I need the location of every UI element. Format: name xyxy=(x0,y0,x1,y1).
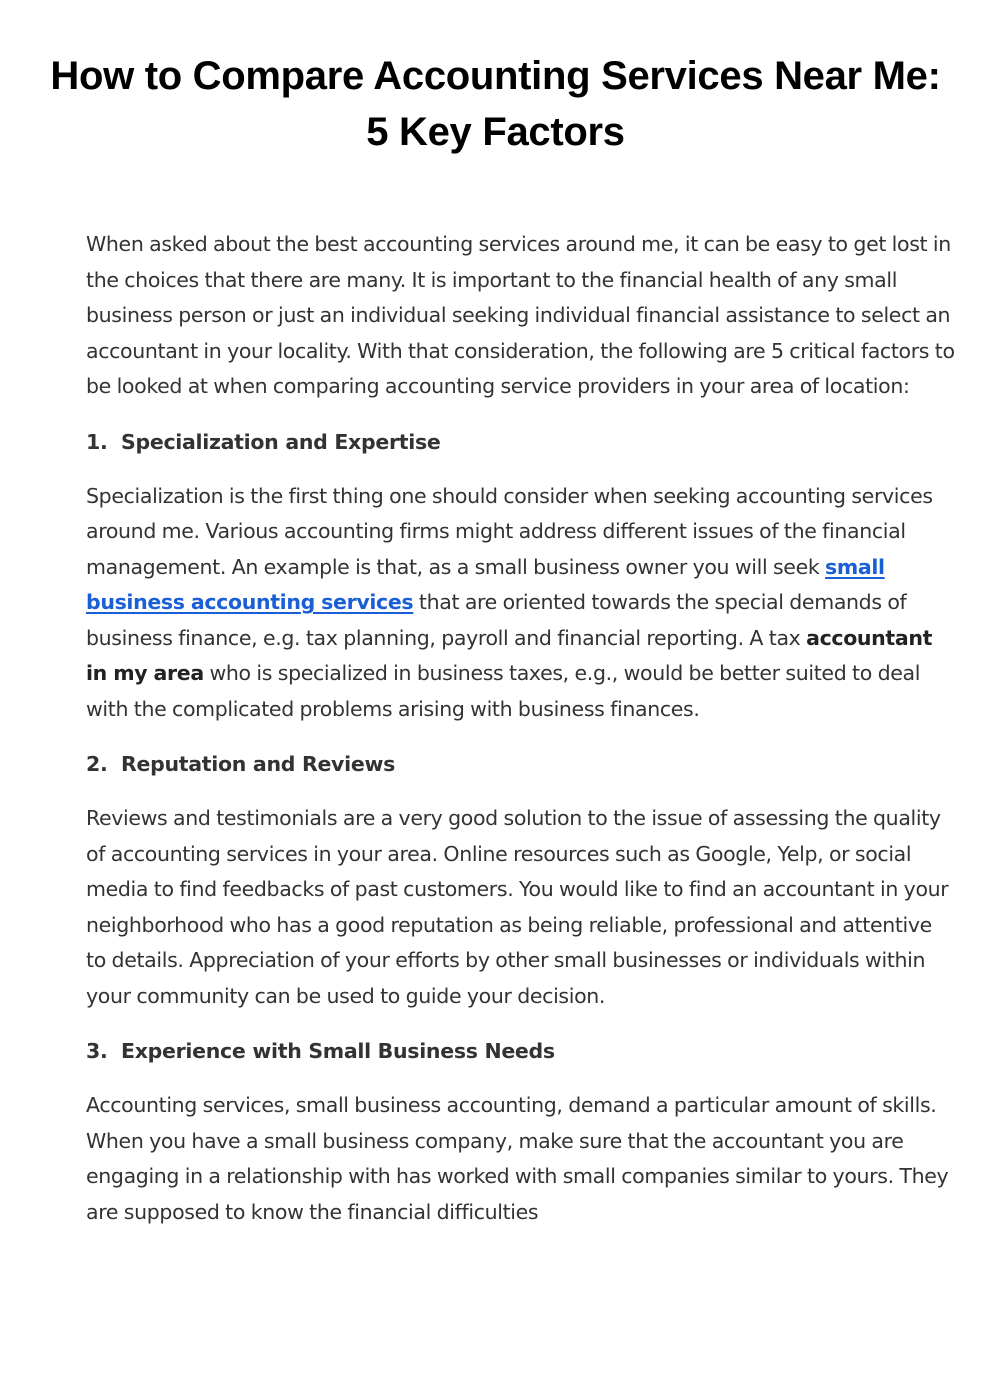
section-title: Specialization and Expertise xyxy=(121,429,441,454)
article-body xyxy=(86,227,956,1230)
section-number: 2. xyxy=(86,752,108,776)
section-paragraph-1 xyxy=(86,479,956,728)
section-title: Reputation and Reviews xyxy=(121,752,395,776)
section-title: Experience with Small Business Needs xyxy=(121,1039,555,1063)
small-business-accounting-link[interactable]: small business accounting services xyxy=(86,554,885,614)
section-heading-2 xyxy=(86,746,956,782)
bold-keyword: accountant in my area xyxy=(86,625,933,685)
paragraph-text: who is specialized in business taxes, e.g., would be better suited to deal with the complicated problems arising with business finances. xyxy=(86,661,921,721)
paragraph-text: that are oriented towards the special demands of business finance, e.g. tax planning, payroll and financial reporting. A tax xyxy=(86,590,907,650)
page-title: How to Compare Accounting Services Near Me: 5 Key Factors xyxy=(50,54,941,154)
section-heading-1 xyxy=(86,424,956,460)
intro-paragraph: When asked about the best accounting services around me, it can be easy to get lost in the choices that there are many. It is important to the financial health of any small business person or just an individual seeking individual financial assistance to select an accountant in your locality. With that consideration, the following are 5 critical factors to be looked at when comparing accounting service providers in your area of location: xyxy=(86,232,955,398)
section-number: 3. xyxy=(86,1039,108,1063)
section-paragraph-2: Reviews and testimonials are a very good solution to the issue of assessing the quality of accounting services in your area. Online resources such as Google, Yelp, or social media to find feedbacks of past customers. You would like to find an accountant in your neighborhood who has a good reputation as being reliable, professional and attentive to details. Appreciation of your efforts by other small businesses or individuals within your community can be used to guide your decision. xyxy=(86,806,949,1008)
section-number: 1. xyxy=(86,429,108,454)
paragraph-text: Specialization is the first thing one should consider when seeking accounting services around me. Various accounting firms might address different issues of the financial management. An example is that, as a small business owner you will seek xyxy=(86,483,933,579)
section-heading-3 xyxy=(86,1033,956,1069)
section-paragraph-3: Accounting services, small business accounting, demand a particular amount of skills. When you have a small business company, make sure that the accountant you are engaging in a relationship with has worked with small companies similar to yours. They are supposed to know the financial difficulties xyxy=(86,1093,949,1224)
